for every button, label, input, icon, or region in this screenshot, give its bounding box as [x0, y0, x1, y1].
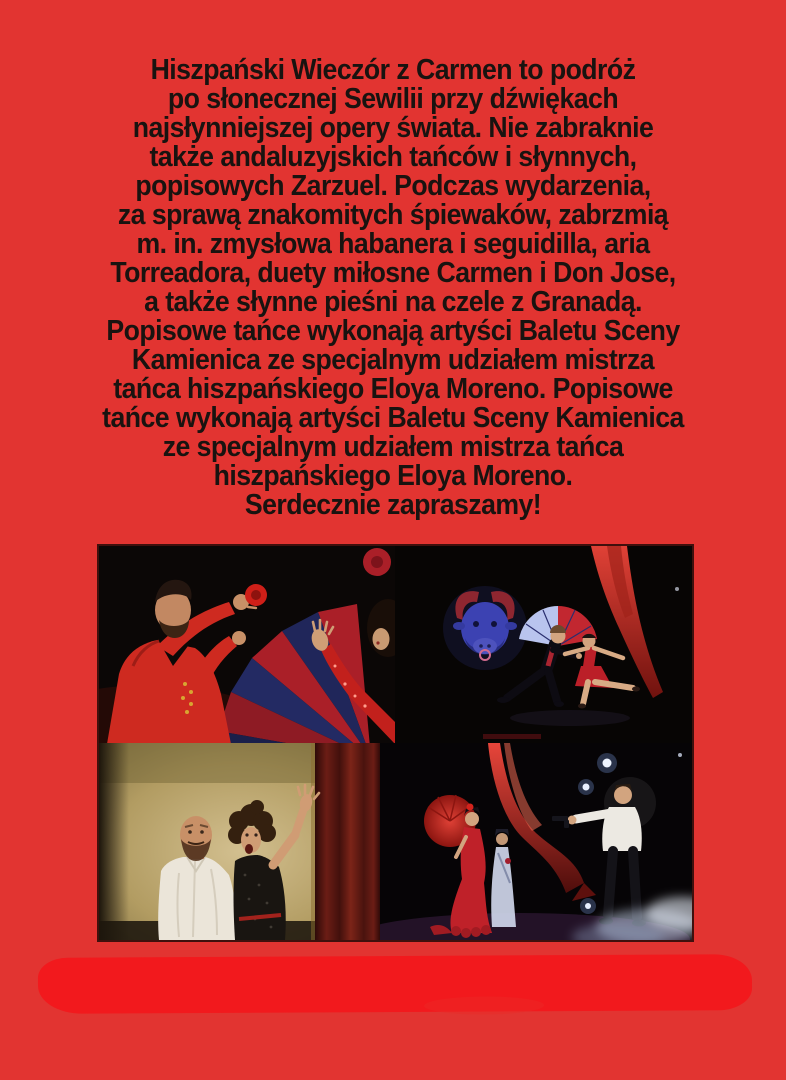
intro-line: Torreadora, duety miłosne Carmen i Don Jose,	[110, 257, 676, 289]
intro-line: a także słynne pieśni na czele z Granadą.	[144, 286, 642, 318]
intro-line: po słonecznej Sewilii przy dźwiękach	[167, 83, 619, 115]
photo-art	[380, 743, 692, 940]
photo-art	[99, 546, 395, 743]
intro-line: także andaluzyjskich tańców i słynnych,	[149, 141, 637, 173]
flamenco-dancer-and-gunman-photo	[380, 743, 692, 940]
photo-art	[99, 743, 380, 940]
intro-line: hiszpańskiego Eloya Moreno.	[213, 460, 573, 492]
intro-line: za sprawą znakomitych śpiewaków, zabrzmią	[117, 199, 669, 231]
watermark-smudge	[483, 734, 541, 739]
intro-line: Serdecznie zapraszamy!	[244, 489, 542, 521]
singer-red-jacket-with-fan-photo	[99, 546, 395, 743]
intro-line: najsłynniejszej opery świata. Nie zabraknie	[132, 112, 654, 144]
bull-head-icon	[443, 586, 527, 670]
intro-line: Hiszpański Wieczór z Carmen to podróż	[150, 54, 636, 86]
intro-line: popisowych Zarzuel. Podczas wydarzenia,	[135, 170, 651, 202]
stage-curtain	[315, 743, 380, 940]
rose-icon	[245, 584, 267, 606]
photo-collage	[97, 544, 694, 942]
intro-line: Kamienica ze specjalnym udziałem mistrza	[131, 344, 655, 376]
intro-line: tańca hiszpańskiego Eloya Moreno. Popisowe	[113, 373, 673, 405]
intro-line: tańce wykonają artyści Baletu Sceny Kamienica	[102, 402, 684, 434]
bull-mask-ballet-duo-photo	[395, 546, 692, 743]
intro-text	[31, 56, 754, 520]
brush-stroke-band	[38, 954, 752, 1014]
photo-art	[395, 546, 692, 743]
duet-white-shirt-black-dress-photo	[99, 743, 380, 940]
intro-line: ze specjalnym udziałem mistrza tańca	[162, 431, 624, 463]
intro-line: m. in. zmysłowa habanera i seguidilla, aria	[136, 228, 650, 260]
intro-line: Popisowe tańce wykonają artyści Baletu Sceny	[106, 315, 680, 347]
